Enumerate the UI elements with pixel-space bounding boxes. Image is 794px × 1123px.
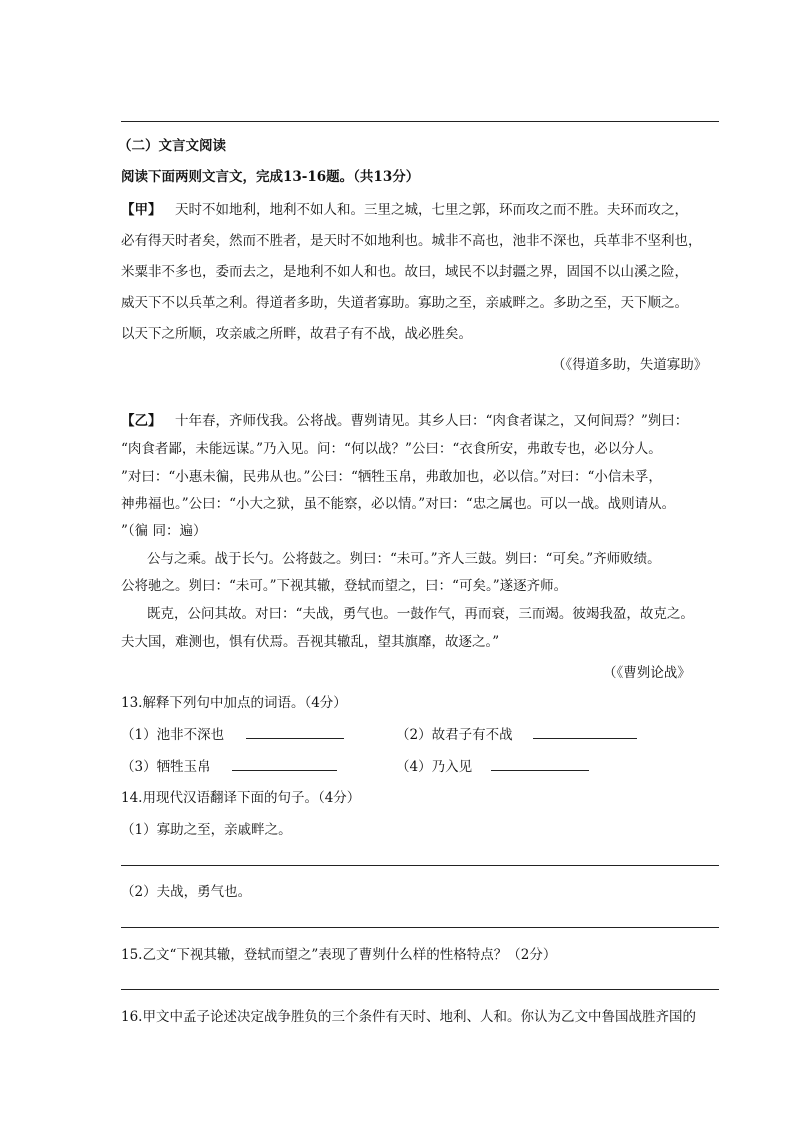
text-b-line: “肉食者鄙，未能远谋。”乃入见。问：“何以战？”公曰：“衣食所安，弗敢专也，必以分人。 xyxy=(121,441,662,457)
answer-blank[interactable] xyxy=(533,726,637,739)
q14-stem: 14.用现代汉语翻译下面的句子。（4分） xyxy=(121,790,361,806)
text-a-line: 以天下之所顺，攻亲戚之所畔，故君子有不战，战必胜矣。 xyxy=(121,326,472,342)
q13-item xyxy=(121,723,224,743)
q13-item-label: （3）牺牲玉帛 xyxy=(121,759,211,775)
q13-item-label: （4）乃入见 xyxy=(396,759,473,775)
q15-stem: 15.乙文“下视其辙，登轼而望之”表现了曹刿什么样的性格特点？（2分） xyxy=(121,947,557,963)
q16-stem: 16.甲文中孟子论述决定战争胜负的三个条件有天时、地利、人和。你认为乙文中鲁国战胜齐国的 xyxy=(121,1009,696,1025)
text-b-line: 公与之乘。战于长勺。公将鼓之。刿曰：“未可。”齐人三鼓。刿曰：“可矣。”齐师败绩。 xyxy=(147,551,661,567)
text-b-line: 既克，公问其故。对曰：“夫战，勇气也。一鼓作气，再而衰，三而竭。彼竭我盈，故克之。 xyxy=(147,606,694,622)
text-b-line: 公将驰之。刿曰：“未可。”下视其辙，登轼而望之，曰：“可矣。”遂逐齐师。 xyxy=(121,578,568,594)
text-a-source: （《得道多助，失道寡助》 xyxy=(552,357,708,373)
q14-item: （1）寡助之至，亲戚畔之。 xyxy=(121,822,292,838)
q14-item: （2）夫战，勇气也。 xyxy=(121,884,252,900)
answer-line[interactable] xyxy=(121,865,719,866)
text-a-line: 天时不如地利，地利不如人和。三里之城，七里之郭，环而攻之而不胜。夫环而攻之， xyxy=(175,202,688,218)
text-b-line: 十年春，齐师伐我。公将战。曹刿请见。其乡人曰：“肉食者谋之，又何间焉？”刿曰： xyxy=(175,413,689,429)
top-divider xyxy=(121,121,719,122)
answer-blank[interactable] xyxy=(246,726,344,739)
q13-item xyxy=(396,723,513,743)
q13-item xyxy=(121,755,211,775)
text-a-line: 米粟非不多也，委而去之，是地利不如人和也。故曰，域民不以封疆之界，固国不以山溪之险， xyxy=(121,264,688,280)
q13-item xyxy=(396,755,472,775)
text-a-label: 【甲】 xyxy=(121,202,162,218)
answer-blank[interactable] xyxy=(491,758,589,771)
answer-line[interactable] xyxy=(121,927,719,928)
text-b-label: 【乙】 xyxy=(121,413,162,429)
q13-stem: 13.解释下列句中加点的词语。（4分） xyxy=(121,695,347,711)
text-b-note: ”（徧 同：遍） xyxy=(121,523,207,539)
text-b-line: ”对曰：“小惠未徧，民弗从也。”公曰：“牺牲玉帛，弗敢加也，必以信。”对曰：“小信未孚， xyxy=(121,469,662,485)
answer-line[interactable] xyxy=(121,989,719,990)
answer-blank[interactable] xyxy=(232,758,337,771)
text-a-line: 必有得天时者矣，然而不胜者，是天时不如地利也。城非不高也，池非不深也，兵革非不坚利也， xyxy=(121,233,702,249)
q13-item-label: （1）池非不深也 xyxy=(121,727,225,743)
section-title: （二）文言文阅读 xyxy=(118,138,226,154)
q13-item-label: （2）故君子有不战 xyxy=(396,727,513,743)
text-b-line: 神弗福也。”公曰：“小大之狱，虽不能察，必以情。”对曰：“忠之属也。可以一战。战则请从。 xyxy=(121,496,676,512)
text-a-line: 威天下不以兵革之利。得道者多助，失道者寡助。寡助之至，亲戚畔之。多助之至，天下顺之。 xyxy=(121,295,688,311)
text-b-source: （《曹刿论战》 xyxy=(603,665,691,681)
text-b-line: 夫大国，难测也，惧有伏焉。吾视其辙乱，望其旗靡，故逐之。” xyxy=(121,634,500,650)
section-instruction: 阅读下面两则文言文，完成13-16题。（共13分） xyxy=(121,169,420,185)
